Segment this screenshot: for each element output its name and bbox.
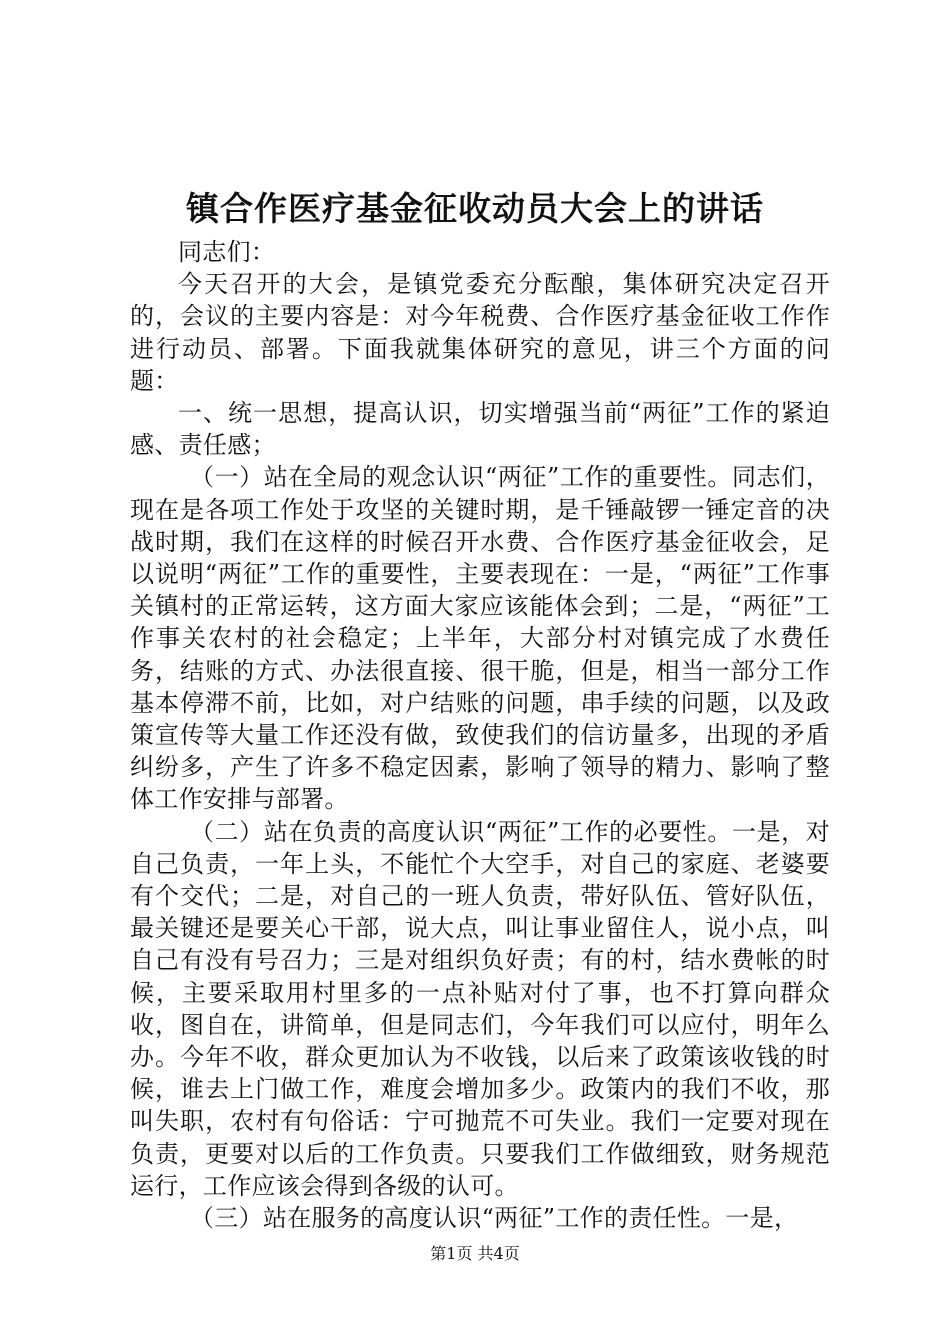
subsection-paragraph-3: （三）站在服务的高度认识“两征”工作的责任性。一是， — [190, 1204, 799, 1233]
page-footer: 第1页 共4页 — [430, 1244, 520, 1263]
salutation-paragraph: 同志们： — [178, 238, 276, 266]
document-title: 镇合作医疗基金征收动员大会上的讲话 — [186, 189, 764, 228]
document-body — [130, 236, 830, 1234]
subsection-paragraph-1: （一）站在全局的观念认识“两征”工作的重要性。同志们，现在是各项工作处于攻坚的关键时期，是千锤敲锣一锤定音的决战时期，我们在这样的时候召开水费、合作医疗基金征收会，足以说明“两征”工作的重要性，主要表现在：一是，“两征”工作事关镇村的正常运转，这方面大家应该能体会到；二是，“两征”工作事关农村的社会稳定；上半年，大部分村对镇完成了水费任务，结账的方式、办法很直接、很干脆，但是，相当一部分工作基本停滞不前，比如，对户结账的问题，串手续的问题，以及政策宣传等大量工作还没有做，致使我们的信访量多，出现的矛盾纠纷多，产生了许多不稳定因素，影响了领导的精力、影响了整体工作安排与部署。 — [130, 463, 830, 814]
subsection-paragraph-2: （二）站在负责的高度认识“两征”工作的必要性。一是，对自己负责，一年上头，不能忙个大空手，对自己的家庭、老婆要有个交代；二是，对自己的一班人负责，带好队伍、管好队伍，最关键还是要关心干部，说大点，叫让事业留住人，说小点，叫自己有没有号召力；三是对组织负好责；有的村，结水费帐的时候，主要采取用村里多的一点补贴对付了事，也不打算向群众收，图自在，讲简单，但是同志们，今年我们可以应付，明年么办。今年不收，群众更加认为不收钱，以后来了政策该收钱的时候，谁去上门做工作，难度会增加多少。政策内的我们不收，那叫失职，农村有句俗话：宁可抛荒不可失业。我们一定要对现在负责，更要对以后的工作负责。只要我们工作做细致，财务规范运行，工作应该会得到各级的认可。 — [130, 817, 830, 1200]
intro-paragraph: 今天召开的大会，是镇党委充分酝酿，集体研究决定召开的，会议的主要内容是：对今年税费、合作医疗基金征收工作作进行动员、部署。下面我就集体研究的意见，讲三个方面的问题： — [130, 270, 830, 395]
section-heading-1: 一、统一思想，提高认识，切实增强当前“两征”工作的紧迫感、责任感； — [130, 399, 830, 460]
